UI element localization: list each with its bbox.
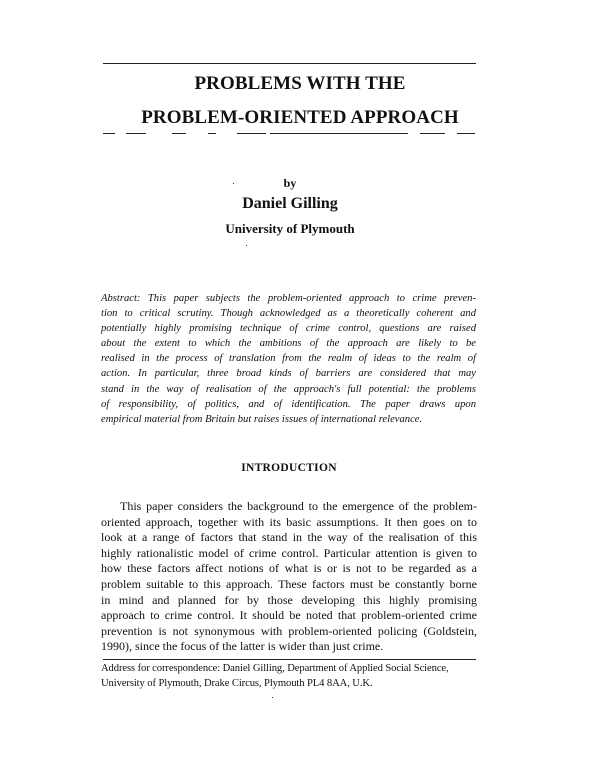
footnote-rule — [103, 659, 476, 660]
paragraph-line: problem suitable to this approach. These factors must be constantly borne — [101, 576, 477, 591]
abstract-line: of responsibility, of politics, and of identification. The paper draws upon — [101, 398, 476, 410]
paragraph-line: highly rationalistic model of crime control. Particular attention is given to — [101, 545, 477, 560]
author-name: Daniel Gilling — [242, 195, 338, 212]
paragraph-line: approach to crime control. It should be noted that problem-oriented crime — [101, 608, 477, 623]
paragraph-line: how these factors affect notions of what is or is not to be regarded as a — [101, 561, 477, 576]
paragraph-line: in mind and planned for by those developing this highly promising — [101, 592, 477, 607]
introduction-paragraph — [101, 499, 477, 655]
paragraph-line: This paper considers the background to the emergence of the problem- — [120, 499, 477, 513]
abstract-line: empirical material from Britain but raises issues of international relevance. — [101, 413, 423, 425]
abstract-line: about the extent to which the ambitions of the approach are likely to be — [101, 338, 476, 350]
footnote-line: University of Plymouth, Drake Circus, Plymouth PL4 8AA, U.K. — [101, 678, 373, 689]
scan-speck — [272, 697, 273, 698]
scan-speck — [233, 183, 234, 184]
top-rule — [103, 63, 476, 64]
byline-by: by — [283, 176, 297, 190]
abstract-line: potentially highly promising technique of crime control, questions are raised — [101, 323, 476, 335]
abstract-line: realised in the process of translation from the realm of ideas to the realm of — [101, 353, 476, 365]
footnote-line: Address for correspondence: Daniel Gilling, Department of Applied Social Science, — [101, 663, 449, 674]
scan-speck — [246, 245, 247, 246]
paper-title-line-1: PROBLEMS WITH THE — [194, 73, 406, 94]
footnote — [101, 661, 477, 691]
abstract-line: Abstract: This paper subjects the problem-oriented approach to crime preven- — [101, 293, 476, 304]
paragraph-line: oriented approach, together with its basic assumptions. It then goes on to — [101, 514, 477, 529]
abstract-line: action. In particular, three broad kinds of barriers are considered that may — [101, 368, 476, 380]
paragraph-line: prevention is not synonymous with problem-oriented policing (Goldstein, — [101, 623, 477, 638]
paragraph-line: look at a range of factors that stand in the way of the realisation of this — [101, 530, 477, 545]
author-affiliation: University of Plymouth — [225, 221, 355, 236]
abstract — [101, 291, 476, 427]
abstract-line: tion to critical scrutiny. Though acknowledged as a theoretically coherent and — [101, 308, 476, 320]
abstract-line: stand in the way of realisation of the approach's full potential: the problems — [101, 383, 476, 395]
paper-title-line-2: PROBLEM-ORIENTED APPROACH — [141, 107, 459, 128]
paragraph-line: 1990), since the focus of the latter is wider than just crime. — [101, 639, 384, 654]
section-heading: INTRODUCTION — [241, 462, 337, 474]
